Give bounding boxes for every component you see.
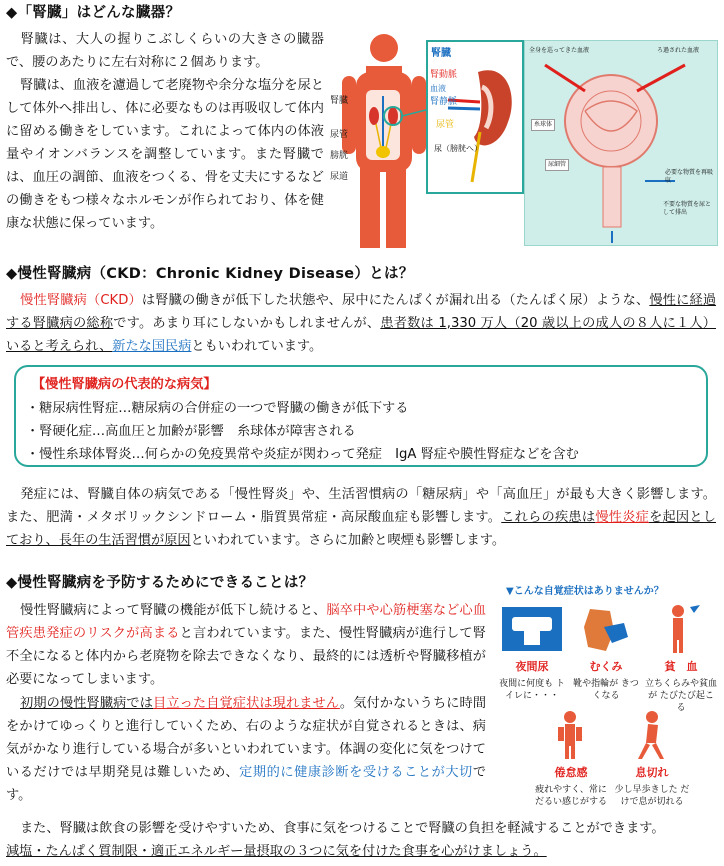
disease-box: [14, 365, 708, 467]
symptom-fatigue: [534, 707, 608, 807]
section3-para4: 減塩・たんぱく質制限・適正エネルギー量摂取の３つに気を付けた食事を心がけましょう。: [6, 844, 547, 859]
cause-underline-2: を起因としており、長年の生活習慣が原因: [6, 510, 716, 548]
dizzy-person-icon: [644, 601, 718, 655]
patient-count: 患者数は 1,330 万人（20 歳以上の成人の８人に１人）いると考えられ、: [6, 316, 716, 354]
toilet-icon: [496, 601, 568, 655]
body-label-kidney: 腎臓: [330, 96, 349, 106]
section1-heading: ◆「腎臓」はどんな臓器？: [6, 5, 181, 21]
symptom-breathless: [612, 707, 692, 807]
nephron-diagram: [524, 40, 718, 246]
section3-para1: 慢性腎臓病によって腎臓の機能が低下し続けると、脳卒中や心筋梗塞など心血管疾患発症のリスクが高まると言われています。また、慢性腎臓病が進行して腎不全になると体内から老廃物を除去できなくなり、最終的には透析や腎臓移植が必要になってしまいます。: [6, 603, 487, 687]
symptom-anemia-label: 貧 血: [664, 660, 698, 673]
section1-para1: 腎臓は、大人の握りこぶしくらいの大きさの臓器で、腰のあたりに左右対称に２個あります。: [6, 32, 324, 70]
kidney-label-vein: 腎静脈: [430, 97, 458, 107]
nephron-label-2: ろ過された血液: [657, 47, 700, 54]
kidney-label-blood: 血液: [430, 84, 446, 93]
no-symptoms: 目立った自覚症状は現れません: [153, 696, 340, 711]
symptom-nocturia: [496, 601, 568, 701]
disease-item-2: ・腎硬化症…高血圧と加齢が影響 糸球体が障害される: [26, 424, 356, 439]
chronic-inflammation: 慢性炎症: [595, 510, 650, 525]
nephron-label-4: 尿細管: [545, 159, 569, 171]
symptom-nocturia-label: 夜間尿: [515, 660, 549, 673]
cardio-risk: 脳卒中や心筋梗塞など心血管疾患発症のリスクが高まる: [6, 603, 487, 641]
symptom-fatigue-desc: 疲れやすく、常に だるい感じがする: [534, 785, 607, 807]
body-label-urethra: 尿道: [330, 172, 349, 182]
section1-para2: 腎臓は、血液を濾過して老廃物や余分な塩分を尿として体外へ排出し、体に必要なものは再吸収して体内に留める働きをしています。これによって体内の体液量やイオンバランスを調整しています。また腎臓では、血圧の調節、血液をつくる、骨を丈夫にするなどの働きをもつ様々なホルモンが作られており、体を健康な状態に保っています。: [6, 78, 324, 231]
disease-box-title: 【慢性腎臓病の代表的な病気】: [32, 377, 217, 392]
body-label-bladder: 膀胱: [330, 151, 349, 161]
nephron-label-3: 糸球体: [531, 119, 555, 131]
section3-para3: また、腎臓は飲食の影響を受けやすいため、食事に気をつけることで腎臓の負担を軽減することができます。: [20, 821, 665, 836]
nephron-label-6: 不要な物質を尿として排出: [663, 201, 712, 216]
national-disease: 新たな国民病: [112, 339, 192, 354]
kidney-label-urine: 尿（膀胱へ）: [434, 144, 482, 153]
symptom-breathless-desc: 少し早歩きした だけで息が切れる: [614, 785, 690, 807]
kidney-label-ureter: 尿管: [436, 120, 455, 130]
section2-para2: 発症には、腎臓自体の病気である「慢性腎炎」や、生活習慣病の「糖尿病」や「高血圧」が最も大きく影響します。また、肥満・メタボリックシンドローム・脂質異常症・高尿酸血症も影響します。これらの疾患は慢性炎症を起因としており、長年の生活習慣が原因といわれています。さらに加齢と喫煙も影響します。: [6, 487, 716, 548]
symptom-fatigue-label: 倦怠感: [554, 766, 588, 779]
checkup-important: 定期的に健康診断を受けることが大切: [239, 765, 473, 780]
symptom-nocturia-desc: 夜間に何度も トイレに・・・: [499, 679, 565, 701]
symptom-edema-desc: 靴や指輪が きつくなる: [573, 679, 639, 701]
tired-person-icon: [534, 707, 608, 761]
section1-text: [6, 28, 324, 235]
section3-heading: ◆慢性腎臓病を予防するためにできることは？: [6, 575, 314, 591]
symptoms-title: ▼こんな自覚症状はありませんか？: [506, 586, 664, 597]
swollen-hand-icon: [570, 601, 642, 655]
section2-heading: ◆慢性腎臓病（CKD：Chronic Kidney Disease）とは？: [6, 266, 414, 282]
nephron-label-5: 必要な物質を再吸収: [665, 169, 714, 184]
ckd-definition: 慢性に経過する腎臓病の総称: [6, 293, 717, 331]
kidney-detail-panel: [426, 40, 524, 194]
disease-item-3: ・慢性糸球体腎炎…何らかの免疫異常や炎症が関わって発症 IgA 腎症や膜性腎症などを含む: [26, 447, 579, 462]
symptom-anemia-desc: 立ちくらみや貧血が たびたび起こる: [644, 679, 717, 713]
ckd-term: 慢性腎臓病（CKD）: [20, 293, 142, 308]
symptom-edema: [570, 601, 642, 701]
section2-para1: 慢性腎臓病（CKD）は腎臓の働きが低下した状態や、尿中にたんぱくが漏れ出る（たんぱく尿）ような、慢性に経過する腎臓病の総称です。あまり耳にしないかもしれませんが、患者数は 1,330 万人（20 歳以上の成人の８人に１人）いると考えられ、新たな国民病ともいわれています。: [6, 293, 717, 354]
kidney-panel-title: 腎臓: [431, 48, 451, 59]
symptom-anemia: [644, 601, 718, 713]
section3-para2: 初期の慢性腎臓病では目立った自覚症状は現れません。気付かないうちに時間をかけてゆっくりと進行していくため、右のような症状が自覚されるときは、病気がかなり進行している場合が多いといわれています。体調の変化に気をつけているだけでは早期発見は難しいため、定期的に健康診断を受けることが大切です。: [6, 696, 487, 803]
symptom-edema-label: むくみ: [589, 660, 623, 673]
symptoms-panel: [496, 585, 718, 810]
symptom-breathless-label: 息切れ: [635, 766, 669, 779]
nephron-label-1: 全身を巡ってきた血液: [529, 47, 590, 54]
kidney-label-artery: 腎動脈: [430, 70, 458, 80]
disease-item-1: ・糖尿病性腎症…糖尿病の合併症の一つで腎臓の働きが低下する: [26, 401, 409, 416]
cause-underline-1: これらの疾患は: [501, 510, 596, 525]
running-person-icon: [612, 707, 692, 761]
body-label-ureter: 尿管: [330, 130, 349, 140]
